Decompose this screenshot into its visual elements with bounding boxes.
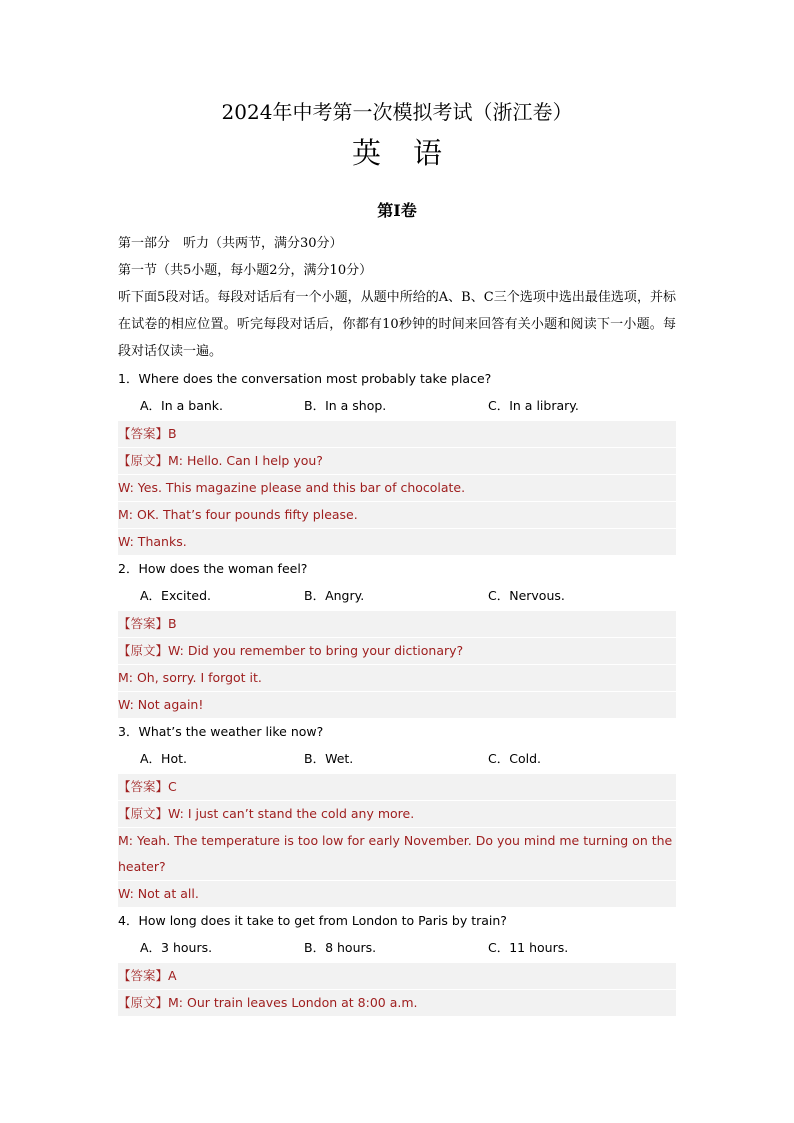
question-block	[118, 365, 676, 555]
transcript-line: W: I just can’t stand the cold any more.	[168, 806, 415, 821]
volume-heading: 第I卷	[377, 201, 417, 220]
option-a[interactable]: A．3 hours.	[140, 940, 213, 955]
subject-title: 英语	[351, 136, 474, 170]
answer-label: 【答案】	[118, 426, 169, 441]
transcript-line: M: Oh, sorry. I forgot it.	[118, 665, 676, 692]
exam-title: 2024年中考第一次模拟考试（浙江卷）	[221, 100, 573, 124]
question-block	[118, 718, 676, 907]
transcript-line: W: Yes. This magazine please and this bar of chocolate.	[118, 475, 676, 502]
transcript-line: M: Yeah. The temperature is too low for early November. Do you mind me turning on the heater?	[118, 828, 676, 881]
question-stem: 3．What’s the weather like now?	[118, 724, 324, 739]
subsection-heading: 第一节（共5小题，每小题2分，满分10分）	[118, 263, 373, 278]
exam-content	[118, 230, 676, 1016]
answer-box	[118, 611, 676, 718]
question-block	[118, 907, 676, 1016]
transcript-line: M: Our train leaves London at 8:00 a.m.	[168, 995, 418, 1010]
option-row	[118, 582, 676, 609]
option-b[interactable]: B．8 hours.	[304, 940, 377, 955]
transcript-label: 【原文】	[118, 453, 169, 468]
option-b[interactable]: B．In a shop.	[304, 398, 387, 413]
answer-label: 【答案】	[118, 968, 169, 983]
option-row	[118, 745, 676, 772]
option-c[interactable]: C．Nervous.	[488, 588, 565, 603]
option-a[interactable]: A．Excited.	[140, 588, 211, 603]
transcript-label: 【原文】	[118, 995, 169, 1010]
transcript-line: W: Not again!	[118, 697, 204, 712]
answer-value: B	[168, 616, 177, 631]
question-stem: 1．Where does the conversation most probably take place?	[118, 371, 492, 386]
option-row	[118, 392, 676, 419]
answer-box	[118, 774, 676, 907]
answer-label: 【答案】	[118, 779, 169, 794]
answer-row	[118, 963, 676, 990]
option-c[interactable]: C．In a library.	[488, 398, 579, 413]
question-stem: 2．How does the woman feel?	[118, 561, 308, 576]
option-row	[118, 934, 676, 961]
transcript-row	[118, 638, 676, 665]
option-c[interactable]: C．Cold.	[488, 751, 541, 766]
answer-value: C	[168, 779, 177, 794]
question-block	[118, 555, 676, 718]
transcript-row	[118, 801, 676, 828]
transcript-row	[118, 448, 676, 475]
part-heading: 第一部分 听力（共两节，满分30分）	[118, 236, 343, 251]
answer-box	[118, 963, 676, 1016]
option-a[interactable]: A．Hot.	[140, 751, 187, 766]
answer-row	[118, 774, 676, 801]
transcript-line: W: Not at all.	[118, 886, 199, 901]
transcript-line: W: Thanks.	[118, 534, 187, 549]
option-b[interactable]: B．Wet.	[304, 751, 354, 766]
answer-label: 【答案】	[118, 616, 169, 631]
transcript-label: 【原文】	[118, 806, 169, 821]
option-b[interactable]: B．Angry.	[304, 588, 365, 603]
transcript-row	[118, 990, 676, 1016]
option-c[interactable]: C．11 hours.	[488, 940, 569, 955]
transcript-line: W: Did you remember to bring your dictionary?	[168, 643, 464, 658]
transcript-line: M: OK. That’s four pounds fifty please.	[118, 502, 676, 529]
transcript-label: 【原文】	[118, 643, 169, 658]
answer-row	[118, 421, 676, 448]
answer-value: B	[168, 426, 177, 441]
transcript-line: M: Hello. Can I help you?	[168, 453, 323, 468]
question-stem: 4．How long does it take to get from London to Paris by train?	[118, 913, 507, 928]
answer-value: A	[168, 968, 177, 983]
option-a[interactable]: A．In a bank.	[140, 398, 223, 413]
answer-box	[118, 421, 676, 555]
listening-instructions: 听下面5段对话。每段对话后有一个小题，从题中所给的A、B、C三个选项中选出最佳选项，并标在试卷的相应位置。听完每段对话后，你都有10秒钟的时间来回答有关小题和阅读下一小题。每段对话仅读一遍。	[118, 290, 676, 359]
answer-row	[118, 611, 676, 638]
